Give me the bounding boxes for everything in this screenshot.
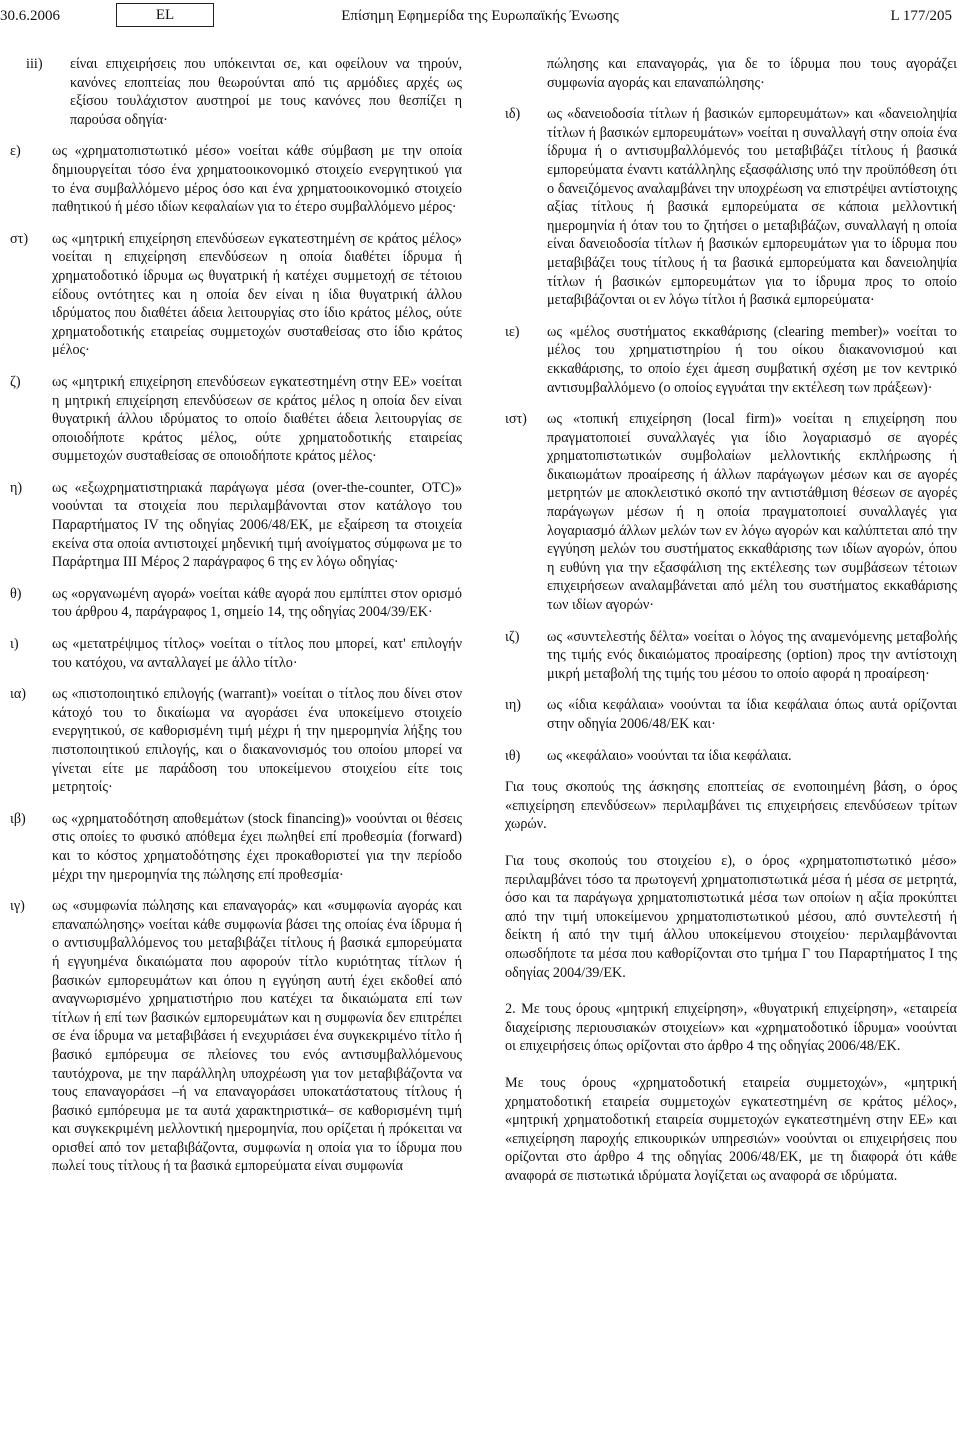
item-number: iii) <box>26 56 43 72</box>
item-text: ως «εξωχρηματιστηριακά παράγωγα μέσα (over-the-counter, OTC)» νοούνται τα στοιχεία που περιλαμβάνονται στον κατάλογο του Παραρτήματος IV της οδηγίας 2006/48/ΕΚ, με εξαίρεση τα στοιχεία εκείνα στα οποία αντιστοιχεί μηδενική τιμή ανοίγματος σύμφωνα με το Παράρτημα III Μέρος 2 παράγραφος 6 της εν λόγω οδηγίας· <box>52 479 462 571</box>
item-text: ως «ίδια κεφάλαια» νοούνται τα ίδια κεφάλαια όπως αυτά ορίζονται στην οδηγία 2006/48/ΕΚ και· <box>547 697 957 732</box>
item-number: ι) <box>10 636 19 653</box>
definition-item <box>10 810 462 884</box>
item-text: ως «τοπική επιχείρηση (local firm)» νοείται η επιχείρηση που πραγματοποιεί συναλλαγές για ίδιο λογαριασμό σε αγορές χρηματοπιστωτικών συμβολαίων μελλοντικής εκπλήρωσης ή δικαιωμάτων προαίρεσης ή άλλων παράγωγων μέσων και σε αγορές μετρητών με αποκλειστικό σκοπό την αντιστάθμιση θέσεων σε αγορές παράγωγων μέσων ή η οποία πραγματοποιεί συναλλαγές για λογαριασμό άλλων μελών των εν λόγω αγορών και καλύπτεται από την εγγύηση μελών του συστήματος εκκαθάρισης των ιδίων αγορών, όπου η ευθύνη για την εξασφάλιση της εκτέλεσης των συμβάσεων τέτοιων επιχειρήσεων αναλαμβάνεται από μέλη του συστήματος εκκαθάρισης των ιδίων αγορών· <box>547 411 957 614</box>
item-number: η) <box>10 479 23 496</box>
item-text: ως «μητρική επιχείρηση επενδύσεων εγκατεστημένη στην ΕΕ» νοείται η μητρική επιχείρηση επενδύσεων σε κράτος μέλος η οποία δεν είναι θυγατρική άλλου ιδρύματος το οποίο διαθέτει άδεια λειτουργίας σε οποιοδήποτε κράτος μέλος, ούτε χρηματοδοτικής εταιρείας συμμετοχών συσταθείσας σε οποιοδήποτε κράτος μέλος· <box>52 373 462 465</box>
definition-item <box>10 230 462 360</box>
definition-item <box>505 105 957 310</box>
item-number: ιη) <box>505 697 521 714</box>
page-number: L 177/205 <box>890 8 952 24</box>
item-text: ως «μέλος συστήματος εκκαθάρισης (clearing member)» νοείται το μέλος του χρηματιστηρίου ή του οίκου διακανονισμού και εκκαθάρισης, το οποίο έχει άμεση συμβατική σχέση με τον κεντρικό αντισυμβαλλόμενο (ο οποίος εγγυάται την εκτέλεση των πράξεων)· <box>547 323 957 396</box>
body-paragraph: 2. Με τους όρους «μητρική επιχείρηση», «θυγατρική επιχείρηση», «εταιρεία διαχείρισης περιουσιακών στοιχείων» και «χρηματοδοτικό ίδρυμα» νοούνται οι επιχειρήσεις όπως ορίζονται στο άρθρο 4 της οδηγίας 2006/48/ΕΚ. <box>505 1001 957 1055</box>
item-text: πώλησης και επαναγοράς, για δε το ίδρυμα που τους αγοράζει συμφωνία αγοράς και επαναπώλησης· <box>547 56 957 91</box>
definition-item <box>10 685 462 797</box>
item-text: ως «μητρική επιχείρηση επενδύσεων εγκατεστημένη σε κράτος μέλος» νοείται η επιχείρηση επενδύσεων η οποία διαθέτει ίδρυμα ή χρηματοδοτικό ίδρυμα ως θυγατρική ή κατέχει συμμετοχή σε τέτοιου είδους οντότητες και η οποία δεν είναι η ίδια θυγατρική άλλου ιδρύματος που διαθέτει άδεια λειτουργίας στο ίδιο κράτος μέλος, ούτε χρηματοδοτικής εταιρείας συμμετοχών συσταθείσας στο ίδιο κράτος μέλος· <box>52 230 462 359</box>
definition-item <box>505 696 957 733</box>
left-column <box>10 55 462 1189</box>
definition-item <box>10 635 462 672</box>
definition-item <box>505 747 957 766</box>
item-number: ιζ) <box>505 628 520 645</box>
publication-date: 30.6.2006 <box>0 8 60 24</box>
definition-item <box>10 897 462 1176</box>
item-number: ιγ) <box>10 898 25 915</box>
item-text: ως «δανειοδοσία τίτλων ή βασικών εμπορευμάτων» και «δανειοληψία τίτλων ή βασικών εμπορευμάτων» νοείται η συναλλαγή στην οποία ένα ίδρυμα ή ο αντισυμβαλλόμενός του μεταβιβάζει τίτλους ή βασικά εμπορεύματα έναντι κατάλληλης εξασφάλισης υπό την προϋπόθεση ότι ο δανειζόμενος αναλαμβάνει την υποχρέωση να επιστρέψει αντίστοιχης αξίας τίτλους ή βασικά εμπορεύματα σε κάποια μελλοντική ημερομηνία ή όταν του το ζητήσει ο μεταβιβάζων, συναλλαγή η οποία είναι δανειοδοσία τίτλων ή βασικών εμπορευμάτων για το ίδρυμα που μεταβιβάζει τους τίτλους ή τα βασικά εμπορεύματα και δανειοληψία τίτλων ή βασικών εμπορευμάτων για το ίδρυμα προς το οποίο μεταβιβάζονται οι εν λόγω τίτλοι ή βασικά εμπορεύματα· <box>547 106 957 309</box>
definition-item <box>10 479 462 572</box>
item-number: ε) <box>10 143 21 160</box>
item-number: ιθ) <box>505 747 521 764</box>
page-header <box>0 0 960 36</box>
item-number: ζ) <box>10 373 21 390</box>
item-text: ως «χρηματοπιστωτικό μέσο» νοείται κάθε σύμβαση με την οποία δημιουργείται τόσο ένα χρηματοοικονομικό στοιχείο ενεργητικού για το ένα συμβαλλόμενο μέρος όσο και ένα χρηματοοικονομικό στοιχείο παθητικού ή μέσο ιδίων κεφαλαίων για το έτερο συμβαλλόμενο μέρος· <box>52 143 462 216</box>
item-text: είναι επιχειρήσεις που υπόκεινται σε, και οφείλουν να τηρούν, κανόνες εποπτείας που θεωρούνται από τις αρμόδιες αρχές ως εξίσου τουλάχιστον αυστηροί με τους κανόνες που θεσπίζει η παρούσα οδηγία· <box>70 56 462 128</box>
definition-item <box>10 585 462 622</box>
item-text: ως «μετατρέψιμος τίτλος» νοείται ο τίτλος που μπορεί, κατ' επιλογήν του κατόχου, να ανταλλαγεί με άλλο τίτλο· <box>52 636 462 671</box>
definition-item <box>10 142 462 216</box>
body-paragraph: Με τους όρους «χρηματοδοτική εταιρεία συμμετοχών», «μητρική χρηματοδοτική εταιρεία συμμετοχών εγκατεστημένη σε κράτος μέλος», «μητρική χρηματοδοτική εταιρεία συμμετοχών εγκατεστημένη στην ΕΕ» και «επιχείρηση παροχής επικουρικών υπηρεσιών» νοούνται οι επιχειρήσεις που ορίζονται στο άρθρο 4 της οδηγίας 2006/48/ΕΚ, με τη διαφορά ότι κάθε αναφορά σε πιστωτικά ιδρύματα λογίζεται ως αναφορά σε ιδρύματα. <box>505 1074 957 1184</box>
item-number: ιε) <box>505 323 520 340</box>
item-number: ιδ) <box>505 106 521 123</box>
item-text: ως «οργανωμένη αγορά» νοείται κάθε αγορά που εμπίπτει στον ορισμό του άρθρου 4, παράγραφος 1, σημείο 14, της οδηγίας 2004/39/ΕΚ· <box>52 585 462 621</box>
definition-continuation <box>505 55 957 92</box>
item-text: ως «χρηματοδότηση αποθεμάτων (stock financing)» νοούνται οι θέσεις στις οποίες το φυσικό απόθεμα έχει πωληθεί επί προθεσμία (forward) και το κόστος χρηματοδότησης έχει προκαθοριστεί για την περίοδο μέχρι την ημερομηνία της πώλησης επί προθεσμία· <box>52 810 462 883</box>
definition-item <box>505 323 957 397</box>
definition-item <box>10 373 462 466</box>
definition-item <box>505 628 957 684</box>
item-number: ια) <box>10 686 26 703</box>
definition-item <box>10 55 462 129</box>
right-column <box>505 55 957 1203</box>
item-number: ιστ) <box>505 411 527 428</box>
item-text: ως «συμφωνία πώλησης και επαναγοράς» και «συμφωνία αγοράς και επαναπώλησης» νοείται κάθε συμφωνία βάσει της οποίας ένα ίδρυμα ή ο αντισυμβαλλόμενος του μεταβιβάζει τίτλους ή βασικά εμπορεύματα ή εγγυημένα δικαιώματα που αφορούν τίτλο κυριότητας τίτλων ή βασικών εμπορευμάτων και όπου η εγγύηση αυτή έχει εκδοθεί από αναγνωρισμένο χρηματιστήριο που κατέχει τα δικαιώματα επί των τίτλων ή επί των βασικών εμπορευμάτων και η συμφωνία δεν επιτρέπει σε ένα ίδρυμα να μεταβιβάσει ή ενεχυριάσει ένα συγκεκριμένο τίτλο ή βασικό εμπόρευμα σε πλείονες του ενός αντισυμβαλλόμενους ταυτόχρονα, με την παράλληλη υποχρέωση για τον μεταβιβάζοντα να τους επαναγοράσει –ή να επαναγοράσει υποκατάστατους τίτλους ή βασικό εμπόρευμα με τα αυτά χαρακτηριστικά– σε καθορισμένη τιμή και συγκεκριμένη μελλοντική ημερομηνία, που ορίζεται ή πρόκειται να ορισθεί από τον μεταβιβάζοντα, συμφωνία η οποία για το ίδρυμα που πωλεί τους τίτλους ή τα βασικά εμπορεύματα είναι συμφωνία <box>52 898 462 1175</box>
body-paragraph: Για τους σκοπούς του στοιχείου ε), ο όρος «χρηματοπιστωτικό μέσο» περιλαμβάνει τόσο τα πρωτογενή χρηματοπιστωτικά μέσα ή μέσα σε μετρητά, όσο και τα παράγωγα χρηματοπιστωτικά μέσα των οποίων η αξία προκύπτει από την τιμή υποκείμενου χρηματοπιστωτικού μέσου, από συντελεστή ή δείκτη ή από την τιμή άλλου υποκείμενου στοιχείου· περιλαμβάνονται οπωσδήποτε τα μέσα που καθορίζονται στο τμήμα Γ του Παραρτήματος I της οδηγίας 2004/39/ΕΚ. <box>505 852 957 981</box>
item-text: ως «συντελεστής δέλτα» νοείται ο λόγος της αναμενόμενης μεταβολής της τιμής ενός δικαιώματος προαίρεσης (option) προς την αντίστοιχη μικρή μεταβολή της τιμής του μέσου το οποίο αφορά η προαίρεση· <box>547 628 957 682</box>
item-number: θ) <box>10 585 22 602</box>
item-number: στ) <box>10 230 29 247</box>
item-text: ως «κεφάλαιο» νοούνται τα ίδια κεφάλαια. <box>547 747 792 764</box>
journal-title: Επίσημη Εφημερίδα της Ευρωπαϊκής Ένωσης <box>341 8 619 24</box>
body-paragraph: Για τους σκοπούς της άσκησης εποπτείας σε ενοποιημένη βάση, ο όρος «επιχείρηση επενδύσεων» περιλαμβάνει τις επιχειρήσεις επενδύσεων τρίτων χωρών. <box>505 779 957 833</box>
item-text: ως «πιστοποιητικό επιλογής (warrant)» νοείται ο τίτλος που δίνει στον κάτοχό του το δικαίωμα να αγοράσει ένα υποκείμενο στοιχείο ενεργητικού, σε καθορισμένη τιμή μέχρι ή την ημερομηνία λήξης του πιστοποιητικού επιλογής, και ο διακανονισμός του οποίου μπορεί να γίνεται είτε με παράδοση του υποκείμενου στοιχείου είτε τοις μετρητοίς· <box>52 686 462 796</box>
language-box: EL <box>116 3 214 27</box>
item-number: ιβ) <box>10 810 26 827</box>
definition-item <box>505 410 957 615</box>
